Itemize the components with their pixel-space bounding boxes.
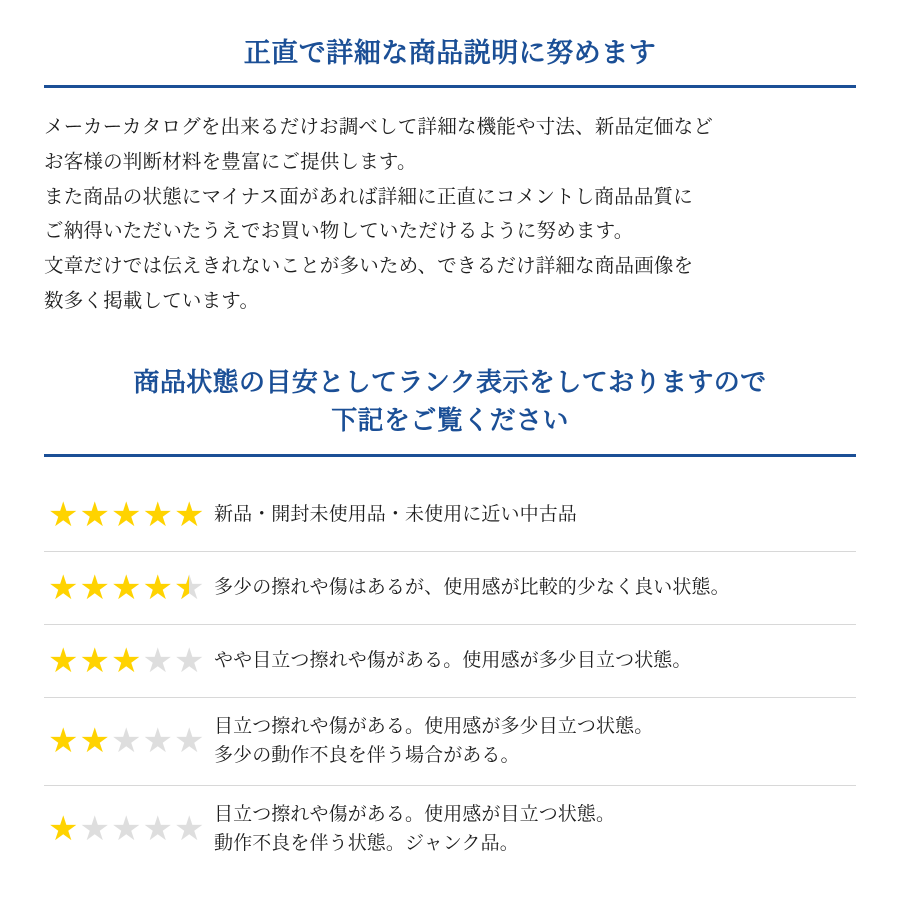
rank-description [214, 800, 856, 859]
star-filled-icon: ★ [79, 568, 110, 607]
star-empty-icon: ★ [173, 641, 205, 680]
rank-heading-line-1: 商品状態の目安としてランク表示をしておりますので [133, 367, 767, 398]
honest-description-heading: 正直で詳細な商品説明に努めます [243, 38, 657, 68]
rank-description [214, 500, 856, 529]
star-empty-icon: ★ [173, 810, 205, 848]
star-filled-icon: ★ [79, 495, 110, 534]
rank-description-line: 多少の動作不良を伴う場合がある。 [214, 745, 520, 767]
honest-description-body [44, 110, 856, 318]
rank-star-rating [44, 641, 214, 680]
body-line: また商品の状態にマイナス面があれば詳細に正直にコメントし商品品質に [44, 185, 693, 208]
rank-description-line: 目立つ擦れや傷がある。使用感が多少目立つ状態。 [214, 715, 654, 737]
rank-star-rating [44, 812, 214, 846]
star-filled-icon: ★ [48, 810, 79, 848]
heading-divider-bottom [44, 454, 856, 457]
rank-row [44, 552, 856, 625]
star-half-icon: ★ ★ [174, 571, 204, 605]
star-filled-icon: ★ [142, 495, 173, 534]
rank-star-rating [44, 495, 214, 534]
star-filled-icon: ★ [110, 495, 142, 534]
rank-description-line: 多少の擦れや傷はあるが、使用感が比較的少なく良い状態。 [214, 576, 730, 598]
body-line: 文章だけでは伝えきれないことが多いため、できるだけ詳細な商品画像を [44, 254, 694, 277]
star-filled-icon: ★ [48, 568, 79, 607]
star-empty-icon: ★ [142, 641, 173, 680]
body-line: お客様の判断材料を豊富にご提供します。 [44, 150, 417, 173]
star-filled-icon: ★ [48, 722, 79, 761]
body-line: ご納得いただいたうえでお買い物していただけるように努めます。 [44, 220, 634, 243]
rank-section-heading [44, 364, 856, 439]
star-filled-icon: ★ [142, 568, 173, 607]
star-filled-icon: ★ [110, 568, 142, 607]
star-filled-icon: ★ [48, 495, 79, 534]
star-filled-icon: ★ [110, 641, 142, 680]
rank-row [44, 479, 856, 552]
star-filled-icon: ★ [48, 641, 79, 680]
rank-row [44, 786, 856, 873]
star-filled-icon: ★ [173, 495, 205, 534]
star-filled-icon: ★ [79, 641, 110, 680]
rank-description-line: 新品・開封未使用品・未使用に近い中古品 [214, 503, 577, 525]
rank-heading-line-2: 下記をご覧ください [331, 405, 569, 435]
rank-description-line: 目立つ擦れや傷がある。使用感が目立つ状態。 [214, 803, 616, 825]
star-empty-icon: ★ [142, 810, 173, 848]
rank-star-rating [44, 568, 214, 607]
star-empty-icon: ★ [79, 810, 110, 848]
rank-description [214, 646, 856, 675]
rank-description-line: やや目立つ擦れや傷がある。使用感が多少目立つ状態。 [214, 649, 692, 671]
rank-description [214, 712, 856, 771]
star-empty-icon: ★ [110, 722, 142, 761]
body-line: 数多く掲載しています。 [44, 289, 260, 312]
body-line: メーカーカタログを出来るだけお調べして詳細な機能や寸法、新品定価など [44, 116, 714, 139]
rank-table [44, 479, 856, 873]
rank-description [214, 573, 856, 602]
rank-row [44, 625, 856, 698]
star-empty-icon: ★ [142, 722, 173, 761]
rank-row [44, 698, 856, 786]
star-filled-icon: ★ [79, 722, 110, 761]
star-empty-icon: ★ [173, 722, 205, 761]
rank-description-line: 動作不良を伴う状態。ジャンク品。 [214, 833, 519, 854]
rank-star-rating [44, 722, 214, 761]
heading-divider-top [44, 85, 856, 88]
star-empty-icon: ★ [110, 810, 142, 848]
